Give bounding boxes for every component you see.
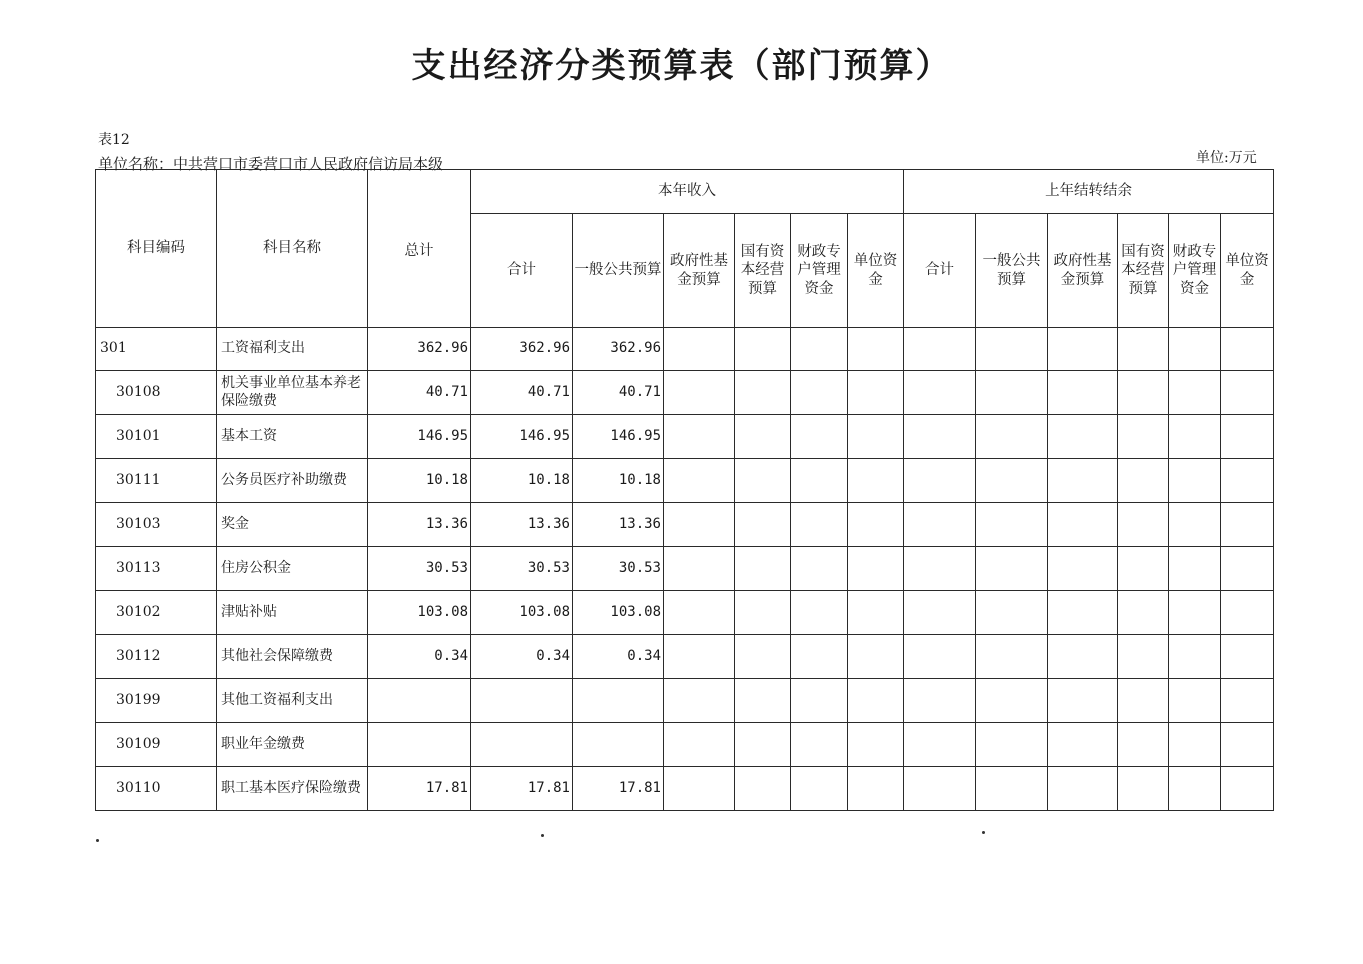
empty-cell (664, 328, 735, 371)
row-sum: 40.71 (471, 371, 573, 415)
empty-cell (976, 371, 1048, 415)
empty-cell (664, 371, 735, 415)
header-code: 科目编码 (96, 170, 217, 328)
empty-cell (904, 415, 976, 459)
header-current-sub-0: 合计 (471, 214, 573, 328)
row-sum: 10.18 (471, 459, 573, 503)
row-name: 奖金 (217, 503, 368, 547)
empty-cell (664, 415, 735, 459)
empty-cell (1169, 767, 1221, 811)
header-current-sub-2: 政府性基金预算 (664, 214, 735, 328)
empty-cell (1221, 371, 1274, 415)
empty-cell (1118, 723, 1169, 767)
empty-cell (976, 679, 1048, 723)
empty-cell (904, 503, 976, 547)
empty-cell (735, 547, 791, 591)
empty-cell (664, 591, 735, 635)
empty-cell (1221, 503, 1274, 547)
empty-cell (904, 371, 976, 415)
table-row (96, 591, 1274, 635)
row-name: 公务员医疗补助缴费 (217, 459, 368, 503)
empty-cell (1221, 328, 1274, 371)
empty-cell (791, 635, 848, 679)
empty-cell (1048, 635, 1118, 679)
row-total: 30.53 (368, 547, 471, 591)
empty-cell (976, 591, 1048, 635)
empty-cell (1169, 459, 1221, 503)
empty-cell (1048, 547, 1118, 591)
row-code: 30108 (96, 371, 217, 415)
empty-cell (791, 591, 848, 635)
empty-cell (1048, 459, 1118, 503)
empty-cell (848, 679, 904, 723)
row-name: 工资福利支出 (217, 328, 368, 371)
empty-cell (848, 767, 904, 811)
row-sum: 146.95 (471, 415, 573, 459)
empty-cell (1221, 547, 1274, 591)
header-carryover-sub-2: 政府性基金预算 (1048, 214, 1118, 328)
empty-cell (848, 503, 904, 547)
row-total: 362.96 (368, 328, 471, 371)
budget-table (95, 169, 1274, 811)
row-general-budget (573, 679, 664, 723)
empty-cell (664, 503, 735, 547)
empty-cell (904, 547, 976, 591)
row-total: 103.08 (368, 591, 471, 635)
row-total: 17.81 (368, 767, 471, 811)
empty-cell (904, 767, 976, 811)
header-current-sub-4: 财政专户管理资金 (791, 214, 848, 328)
empty-cell (848, 371, 904, 415)
row-name: 住房公积金 (217, 547, 368, 591)
empty-cell (976, 635, 1048, 679)
empty-cell (1048, 767, 1118, 811)
row-total: 146.95 (368, 415, 471, 459)
empty-cell (664, 547, 735, 591)
header-carryover-sub-1: 一般公共预算 (976, 214, 1048, 328)
empty-cell (1118, 503, 1169, 547)
row-total (368, 723, 471, 767)
empty-cell (1169, 547, 1221, 591)
row-general-budget: 17.81 (573, 767, 664, 811)
empty-cell (848, 328, 904, 371)
row-code: 30111 (96, 459, 217, 503)
empty-cell (1169, 635, 1221, 679)
header-current-income: 本年收入 (471, 170, 904, 214)
empty-cell (1221, 679, 1274, 723)
empty-cell (976, 767, 1048, 811)
row-sum: 30.53 (471, 547, 573, 591)
empty-cell (791, 547, 848, 591)
table-row (96, 767, 1274, 811)
empty-cell (1118, 415, 1169, 459)
header-current-sub-3: 国有资本经营预算 (735, 214, 791, 328)
empty-cell (1169, 415, 1221, 459)
row-name: 其他社会保障缴费 (217, 635, 368, 679)
empty-cell (1169, 591, 1221, 635)
empty-cell (904, 679, 976, 723)
header-current-sub-1: 一般公共预算 (573, 214, 664, 328)
empty-cell (791, 723, 848, 767)
empty-cell (735, 503, 791, 547)
table-row (96, 679, 1274, 723)
empty-cell (664, 459, 735, 503)
empty-cell (1169, 328, 1221, 371)
empty-cell (976, 328, 1048, 371)
scan-dot (541, 834, 544, 837)
row-code: 30101 (96, 415, 217, 459)
row-name: 其他工资福利支出 (217, 679, 368, 723)
row-general-budget: 30.53 (573, 547, 664, 591)
row-general-budget: 146.95 (573, 415, 664, 459)
row-code: 30102 (96, 591, 217, 635)
header-carryover-sub-0: 合计 (904, 214, 976, 328)
row-name: 职业年金缴费 (217, 723, 368, 767)
row-sum: 17.81 (471, 767, 573, 811)
row-sum: 13.36 (471, 503, 573, 547)
empty-cell (904, 723, 976, 767)
row-code: 30113 (96, 547, 217, 591)
row-code: 30103 (96, 503, 217, 547)
row-general-budget: 40.71 (573, 371, 664, 415)
empty-cell (1118, 459, 1169, 503)
empty-cell (664, 635, 735, 679)
row-sum (471, 723, 573, 767)
empty-cell (904, 328, 976, 371)
table-row (96, 459, 1274, 503)
empty-cell (1221, 767, 1274, 811)
header-name: 科目名称 (217, 170, 368, 328)
empty-cell (791, 679, 848, 723)
empty-cell (791, 767, 848, 811)
empty-cell (848, 547, 904, 591)
row-sum: 362.96 (471, 328, 573, 371)
row-sum: 103.08 (471, 591, 573, 635)
empty-cell (1118, 635, 1169, 679)
row-general-budget: 13.36 (573, 503, 664, 547)
empty-cell (791, 459, 848, 503)
empty-cell (1221, 635, 1274, 679)
table-row (96, 723, 1274, 767)
row-sum (471, 679, 573, 723)
header-carryover-sub-5: 单位资金 (1221, 214, 1274, 328)
empty-cell (1048, 503, 1118, 547)
header-current-sub-5: 单位资金 (848, 214, 904, 328)
header-carryover: 上年结转结余 (904, 170, 1274, 214)
empty-cell (1048, 328, 1118, 371)
table-row (96, 415, 1274, 459)
empty-cell (791, 371, 848, 415)
empty-cell (664, 679, 735, 723)
row-name: 机关事业单位基本养老保险缴费 (217, 371, 368, 415)
empty-cell (1048, 723, 1118, 767)
unit-name: 单位名称：中共营口市委营口市人民政府信访局本级 (98, 155, 444, 173)
empty-cell (1169, 679, 1221, 723)
row-total: 40.71 (368, 371, 471, 415)
row-general-budget: 10.18 (573, 459, 664, 503)
row-general-budget (573, 723, 664, 767)
empty-cell (1169, 723, 1221, 767)
empty-cell (904, 591, 976, 635)
page-title: 支出经济分类预算表（部门预算） (411, 46, 952, 86)
row-total: 0.34 (368, 635, 471, 679)
empty-cell (848, 459, 904, 503)
empty-cell (1118, 328, 1169, 371)
empty-cell (664, 767, 735, 811)
empty-cell (976, 723, 1048, 767)
empty-cell (1118, 679, 1169, 723)
table-row (96, 503, 1274, 547)
row-name: 津贴补贴 (217, 591, 368, 635)
empty-cell (1169, 503, 1221, 547)
empty-cell (1169, 371, 1221, 415)
empty-cell (1221, 723, 1274, 767)
empty-cell (1118, 547, 1169, 591)
empty-cell (735, 591, 791, 635)
empty-cell (976, 547, 1048, 591)
currency-unit: 单位:万元 (1196, 150, 1257, 166)
header-carryover-sub-4: 财政专户管理资金 (1169, 214, 1221, 328)
empty-cell (1221, 415, 1274, 459)
empty-cell (1221, 459, 1274, 503)
row-total (368, 679, 471, 723)
empty-cell (735, 679, 791, 723)
empty-cell (735, 635, 791, 679)
scan-dot (982, 831, 985, 834)
empty-cell (1048, 371, 1118, 415)
empty-cell (1048, 415, 1118, 459)
row-code: 30109 (96, 723, 217, 767)
scan-dot (96, 839, 99, 842)
table-number: 表12 (98, 132, 130, 148)
empty-cell (848, 591, 904, 635)
empty-cell (1118, 767, 1169, 811)
row-total: 13.36 (368, 503, 471, 547)
empty-cell (904, 635, 976, 679)
header-total: 总计 (368, 170, 471, 328)
empty-cell (735, 371, 791, 415)
empty-cell (664, 723, 735, 767)
table-row (96, 328, 1274, 371)
row-name: 基本工资 (217, 415, 368, 459)
header-carryover-sub-3: 国有资本经营预算 (1118, 214, 1169, 328)
empty-cell (735, 723, 791, 767)
empty-cell (848, 723, 904, 767)
empty-cell (976, 503, 1048, 547)
empty-cell (791, 328, 848, 371)
empty-cell (1118, 371, 1169, 415)
empty-cell (791, 503, 848, 547)
empty-cell (791, 415, 848, 459)
table-row (96, 371, 1274, 415)
row-general-budget: 0.34 (573, 635, 664, 679)
empty-cell (735, 767, 791, 811)
row-code: 30112 (96, 635, 217, 679)
table-row (96, 635, 1274, 679)
empty-cell (735, 459, 791, 503)
empty-cell (1048, 679, 1118, 723)
empty-cell (735, 415, 791, 459)
empty-cell (976, 459, 1048, 503)
empty-cell (1048, 591, 1118, 635)
table-row (96, 547, 1274, 591)
row-code: 301 (96, 328, 217, 371)
empty-cell (1118, 591, 1169, 635)
empty-cell (848, 415, 904, 459)
empty-cell (1221, 591, 1274, 635)
row-total: 10.18 (368, 459, 471, 503)
empty-cell (904, 459, 976, 503)
row-sum: 0.34 (471, 635, 573, 679)
row-general-budget: 103.08 (573, 591, 664, 635)
empty-cell (976, 415, 1048, 459)
empty-cell (848, 635, 904, 679)
empty-cell (735, 328, 791, 371)
row-name: 职工基本医疗保险缴费 (217, 767, 368, 811)
row-code: 30199 (96, 679, 217, 723)
row-general-budget: 362.96 (573, 328, 664, 371)
row-code: 30110 (96, 767, 217, 811)
